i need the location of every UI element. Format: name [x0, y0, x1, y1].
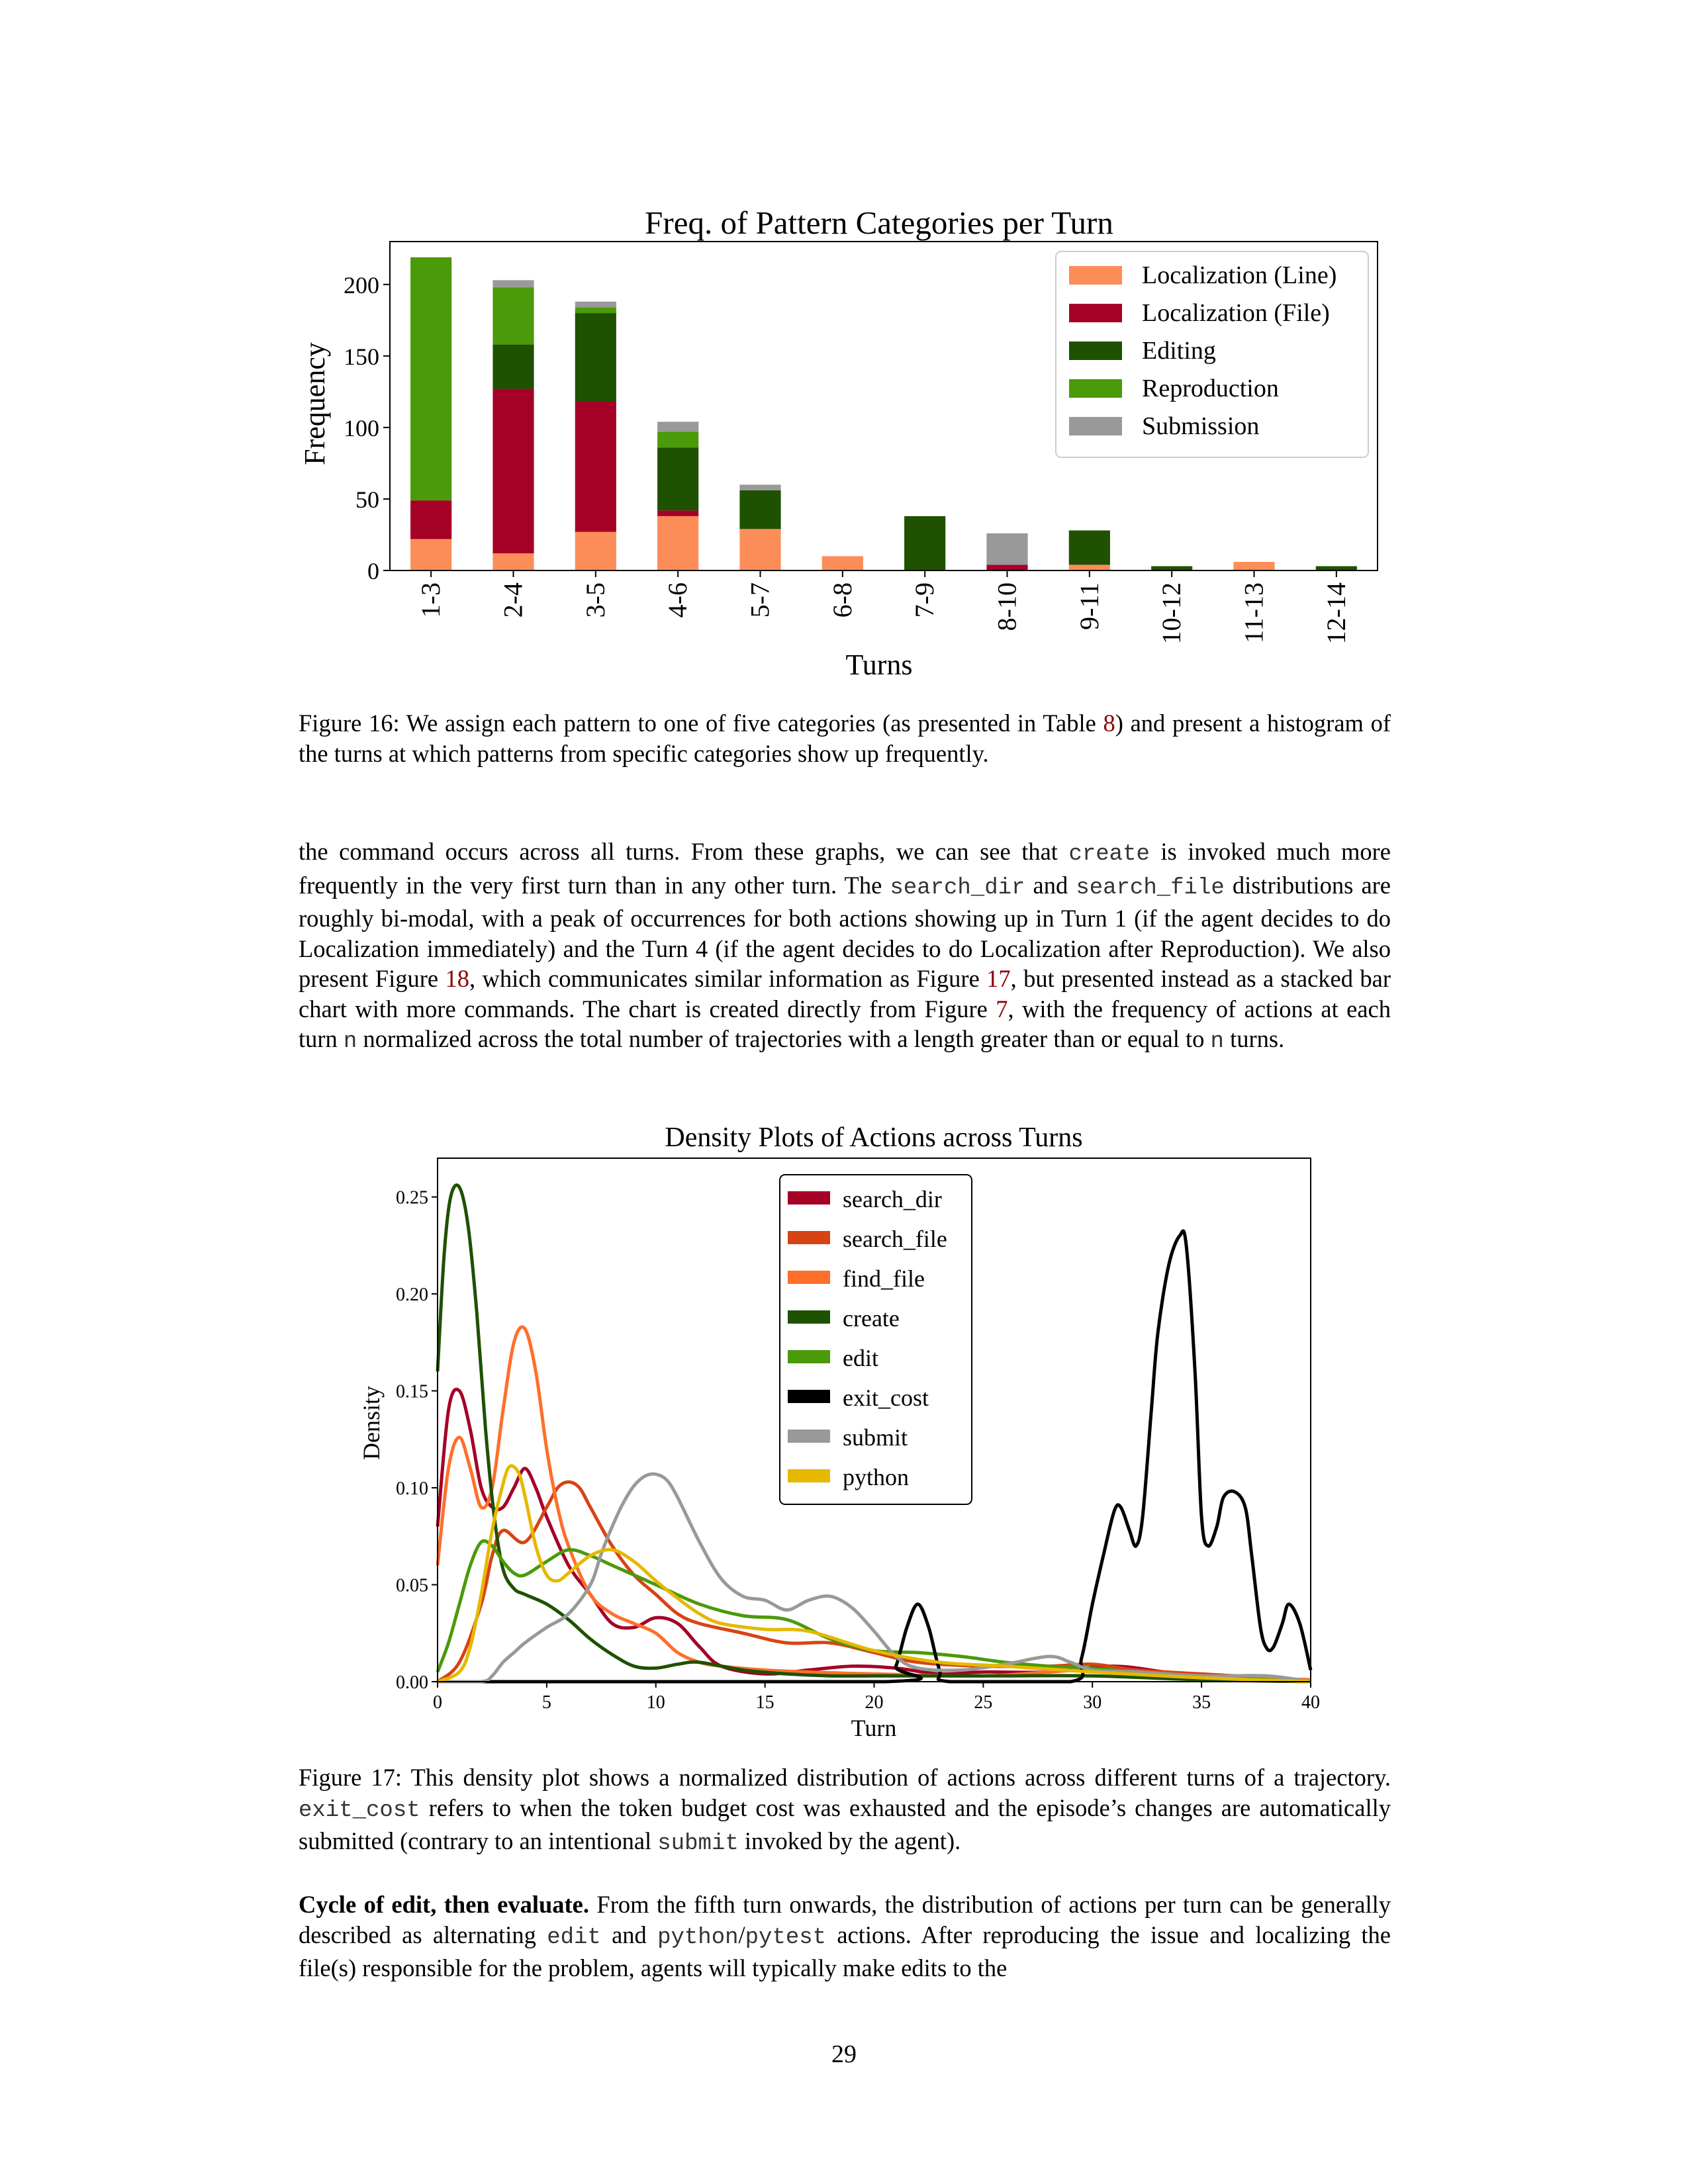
caption-text: invoked by the agent).	[738, 1827, 961, 1854]
text: the command occurs across all turns. From these graphs, we can see that	[299, 838, 1069, 865]
legend-label: find_file	[843, 1265, 925, 1292]
bar-segment	[986, 533, 1027, 565]
legend-label: Reproduction	[1142, 375, 1279, 402]
x-tick-label: 0	[433, 1692, 442, 1713]
text: , which communicates similar information as Figure	[469, 965, 987, 992]
bar-segment	[657, 422, 698, 432]
legend-swatch	[1069, 379, 1122, 398]
x-tick-label: 12-14	[1321, 582, 1351, 645]
bar-segment	[739, 529, 780, 570]
code-create: create	[1068, 842, 1150, 867]
y-axis-label: Density	[358, 1386, 385, 1460]
x-tick-label: 5-7	[745, 582, 775, 618]
x-axis-label: Turns	[845, 649, 913, 681]
caption-text: refers to when the token budget cost was exhausted and the episode’s changes are automatically submitted (contrary to an intentional	[299, 1794, 1391, 1854]
figure-18-reference-link[interactable]: 18	[445, 965, 469, 992]
legend-label: search_dir	[843, 1186, 942, 1212]
legend-swatch	[788, 1231, 830, 1244]
bar-segment	[492, 280, 534, 287]
bar-segment	[657, 510, 698, 516]
x-tick-label: 30	[1083, 1692, 1102, 1713]
x-tick-label: 7-9	[910, 582, 940, 618]
x-tick-label: 1-3	[416, 582, 446, 618]
legend-swatch	[788, 1271, 830, 1284]
bar-segment	[575, 402, 616, 532]
y-tick-label: 0.10	[396, 1479, 428, 1500]
code-search-dir: search_dir	[890, 875, 1025, 901]
code-n: n	[1210, 1029, 1224, 1054]
x-tick-label: 3-5	[580, 582, 610, 618]
text: distributions are roughly bi-modal, with a peak of occurrences for both actions showing up in Turn 1 (if the agent decides to do Localization immediately) and the Turn 4 (if the agent decides to do Localization after Reproduction). We also present Figure	[299, 871, 1391, 992]
bar-segment	[986, 565, 1027, 570]
x-tick-label: 10	[646, 1692, 665, 1713]
bar-segment	[575, 532, 616, 570]
legend-swatch	[788, 1310, 830, 1324]
figure-17-density-chart	[344, 1112, 1331, 1747]
x-tick-label: 4-6	[663, 582, 693, 618]
bar-segment	[410, 539, 451, 570]
y-tick-label: 0	[367, 558, 379, 584]
y-tick-label: 0.25	[396, 1187, 428, 1208]
code-exit-cost: exit_cost	[299, 1797, 420, 1823]
legend-label: Localization (File)	[1142, 299, 1330, 327]
text: and	[600, 1921, 658, 1948]
bar-segment	[575, 307, 616, 313]
bar-segment	[657, 516, 698, 570]
legend-label: submit	[843, 1424, 908, 1451]
y-tick-label: 0.15	[396, 1381, 428, 1402]
text: From the fifth turn onwards, the distribution of actions per turn can be generally described as alternating	[299, 1891, 1391, 1948]
x-tick-label: 5	[541, 1692, 551, 1713]
legend-label: exit_cost	[843, 1385, 929, 1411]
y-tick-label: 100	[344, 414, 379, 441]
bar-segment	[492, 345, 534, 389]
chart-title: Density Plots of Actions across Turns	[665, 1122, 1083, 1153]
x-tick-label: 25	[974, 1692, 993, 1713]
text: normalized across the total number of trajectories with a length greater than or equal to	[357, 1025, 1211, 1052]
body-paragraph	[299, 837, 1391, 1058]
legend-label: search_file	[843, 1226, 947, 1252]
legend-label: Editing	[1142, 337, 1216, 365]
paragraph-heading: Cycle of edit, then evaluate.	[299, 1891, 589, 1918]
bar-segment	[575, 302, 616, 308]
legend-swatch	[1069, 304, 1122, 322]
legend-label: Submission	[1142, 412, 1260, 440]
legend-box	[780, 1175, 972, 1504]
page-number: 29	[831, 2040, 857, 2068]
table-reference-link[interactable]: 8	[1103, 709, 1115, 737]
bar-segment	[575, 313, 616, 402]
bar-segment	[739, 490, 780, 529]
chart-title: Freq. of Pattern Categories per Turn	[645, 205, 1113, 241]
code-n: n	[343, 1029, 357, 1054]
bar-segment	[904, 516, 945, 570]
legend-swatch	[788, 1469, 830, 1482]
bar-segment	[410, 257, 451, 500]
code-edit: edit	[547, 1925, 601, 1950]
bar-segment	[410, 500, 451, 539]
bar-segment	[492, 389, 534, 554]
figure-16-caption	[299, 708, 1391, 768]
x-tick-label: 15	[755, 1692, 774, 1713]
text: /	[738, 1921, 745, 1948]
bar-segment	[1069, 565, 1110, 570]
x-tick-label: 20	[865, 1692, 884, 1713]
legend-swatch	[1069, 341, 1122, 360]
x-tick-label: 8-10	[992, 582, 1022, 631]
legend	[780, 1175, 972, 1504]
legend-swatch	[788, 1350, 830, 1363]
caption-text: Figure 16: We assign each pattern to one of five categories (as presented in Table	[299, 709, 1103, 737]
x-tick-label: 2-4	[498, 582, 528, 618]
code-submit: submit	[657, 1831, 739, 1856]
bar-segment	[657, 432, 698, 447]
caption-text: Figure 17: This density plot shows a normalized distribution of actions across different turns of a trajectory.	[299, 1764, 1391, 1791]
y-tick-label: 150	[344, 343, 379, 370]
bar-segment	[492, 287, 534, 344]
x-axis-label: Turn	[851, 1715, 897, 1741]
figure-7-reference-link[interactable]: 7	[996, 995, 1008, 1023]
x-tick-label: 6-8	[827, 582, 857, 618]
legend-swatch	[788, 1390, 830, 1403]
legend-swatch	[1069, 417, 1122, 435]
y-tick-label: 200	[344, 271, 379, 298]
text: , with the frequency of actions at each turn	[299, 995, 1391, 1052]
bar-segment	[739, 484, 780, 490]
legend-swatch	[788, 1430, 830, 1443]
legend-label: python	[843, 1464, 910, 1490]
text: and	[1025, 871, 1076, 899]
x-tick-label: 11-13	[1239, 582, 1269, 643]
x-tick-label: 10-12	[1156, 582, 1187, 645]
x-tick-label: 35	[1192, 1692, 1211, 1713]
y-tick-label: 0.00	[396, 1672, 428, 1693]
legend-label: Localization (Line)	[1142, 261, 1337, 289]
body-paragraph	[299, 1889, 1391, 1983]
legend-swatch	[788, 1191, 830, 1205]
caption-text: ) and present a histogram of the turns at which patterns from specific categories show up frequently.	[299, 709, 1391, 767]
figure-17-reference-link[interactable]: 17	[986, 965, 1011, 992]
legend-label: edit	[843, 1345, 878, 1371]
y-tick-label: 0.05	[396, 1575, 428, 1596]
y-tick-label: 0.20	[396, 1285, 428, 1306]
code-pytest: pytest	[745, 1925, 827, 1950]
bar-segment	[822, 556, 863, 570]
legend-label: create	[843, 1305, 900, 1332]
x-tick-label: 40	[1301, 1692, 1320, 1713]
code-python: python	[657, 1925, 739, 1950]
y-tick-label: 50	[355, 486, 379, 513]
bar-segment	[1233, 562, 1274, 570]
text: actions. After reproducing the issue and localizing the file(s) responsible for the problem, agents will typically make edits to the	[299, 1921, 1391, 1981]
text: is invoked much more frequently in the very first turn than in any other turn. The	[299, 838, 1391, 899]
bar-segment	[657, 447, 698, 510]
legend-swatch	[1069, 266, 1122, 285]
legend	[1056, 251, 1368, 457]
bar-segment	[492, 553, 534, 570]
bar-segment	[1069, 530, 1110, 565]
figure-17-caption	[299, 1762, 1391, 1860]
text: turns.	[1223, 1025, 1285, 1052]
text: , but presented instead as a stacked bar chart with more commands. The chart is created directly from Figure	[299, 965, 1391, 1023]
code-search-file: search_file	[1076, 875, 1225, 901]
x-tick-label: 9-11	[1074, 582, 1104, 630]
figure-16-bar-chart	[278, 195, 1403, 688]
y-axis-label: Frequency	[299, 342, 331, 465]
